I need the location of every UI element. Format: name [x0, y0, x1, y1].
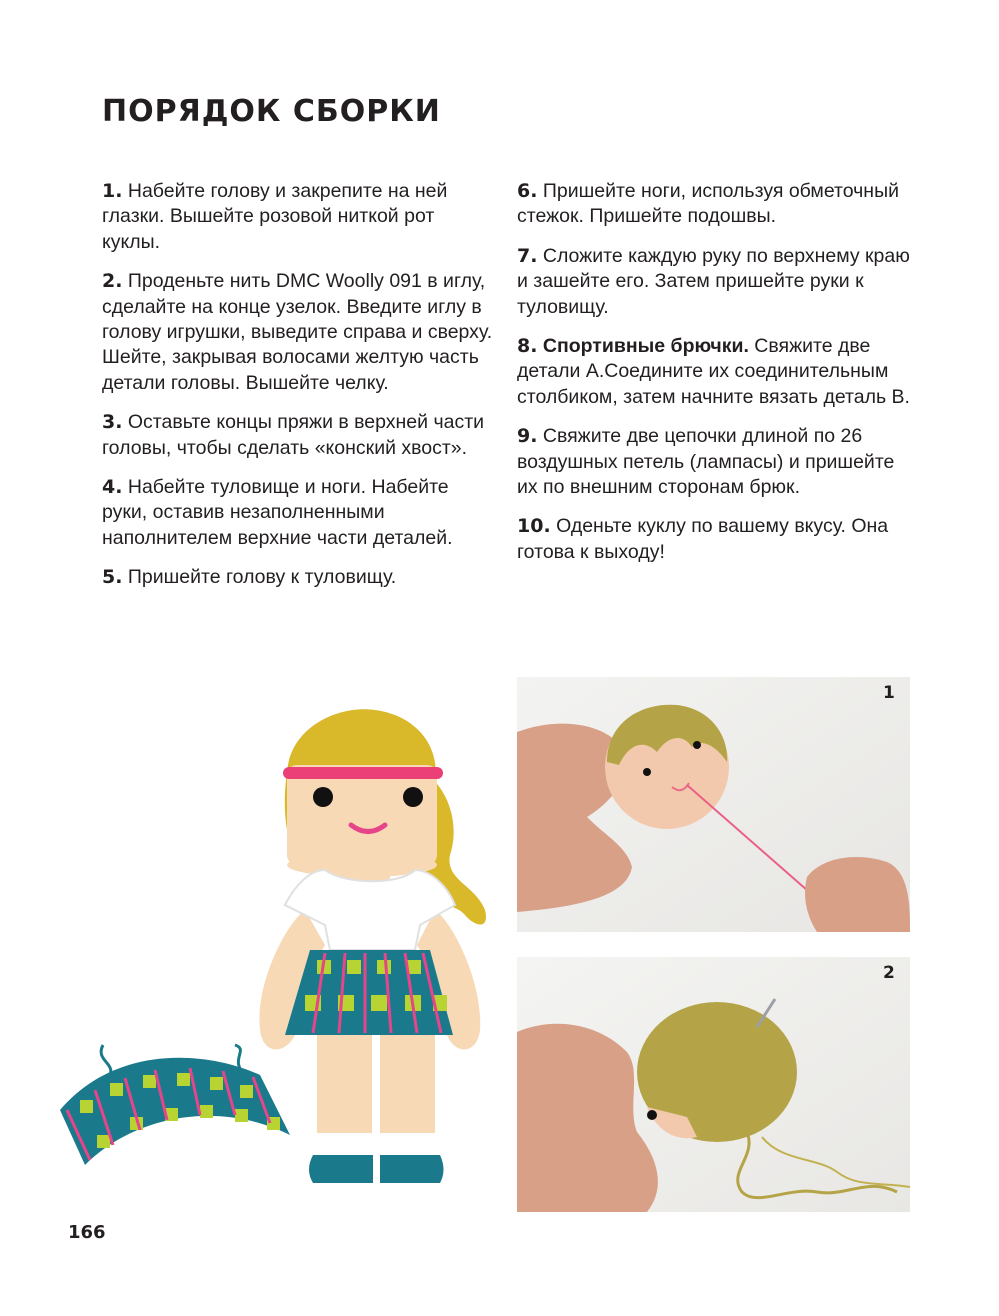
left-eye	[313, 787, 333, 807]
step-number: 9.	[517, 425, 538, 448]
step-number: 3.	[102, 411, 123, 434]
skirt	[285, 950, 453, 1035]
left-leg	[317, 1030, 372, 1140]
skirt-piece	[60, 1045, 290, 1165]
step-8	[517, 334, 912, 410]
step-text: Пришейте ноги, используя обметочный стежок. Пришейте подошвы.	[517, 180, 899, 228]
step-6	[517, 179, 912, 230]
step-10	[517, 514, 912, 565]
photo-number: 2	[883, 963, 895, 983]
step-text: Сложите каждую руку по верхнему краю и зашейте его. Затем пришейте руки к туловищу.	[517, 244, 910, 318]
step-text: Проденьте нить DMC Woolly 091 в иглу, сделайте на конце узелок. Введите иглу в голову игрушки, выведите справа и сверху. Шейте, закрывая волосами желтую часть детали головы. Вышейте челку.	[102, 270, 493, 394]
step-number: 6.	[517, 180, 538, 202]
step-5	[102, 565, 497, 590]
doll-illustration	[55, 705, 505, 1195]
step-text: Свяжите две детали А.Соедините их соединительным столбиком, затем начните вязать деталь В.	[517, 335, 910, 408]
photo-number: 1	[883, 683, 895, 703]
step-text: Пришейте голову к туловищу.	[127, 566, 397, 589]
headband	[283, 767, 443, 779]
step-7	[517, 244, 912, 320]
step-1	[102, 179, 497, 255]
step-text: Оденьте куклу по вашему вкусу. Она готова к выходу!	[517, 515, 889, 563]
step-number: 10.	[517, 515, 551, 538]
step-9	[517, 424, 912, 500]
left-sock	[317, 1133, 372, 1153]
right-eye	[403, 787, 423, 807]
photo-step-1	[517, 677, 910, 932]
right-shoe	[380, 1155, 444, 1183]
step-number: 8.	[517, 335, 538, 358]
step-text: Набейте голову и закрепите на ней глазки. Вышейте розовой ниткой рот куклы.	[102, 180, 448, 253]
step-heading: Спортивные брючки.	[542, 335, 749, 358]
step-3	[102, 410, 497, 461]
step-number: 7.	[517, 244, 538, 267]
page-number: 166	[68, 1222, 106, 1243]
step-number: 5.	[102, 566, 123, 589]
step-text: Свяжите две цепочки длиной по 26 воздушных петель (лампасы) и пришейте их по внешним сторонам брюк.	[517, 425, 895, 499]
step-number: 4.	[102, 476, 123, 499]
photo-1-image	[517, 677, 910, 932]
step-number: 2.	[102, 270, 123, 293]
face	[287, 765, 437, 865]
step-number: 1.	[102, 180, 123, 202]
instructions-right-column	[517, 179, 912, 579]
page-title: ПОРЯДОК СБОРКИ	[102, 94, 441, 129]
step-4	[102, 475, 497, 551]
instructions-left-column	[102, 179, 497, 605]
step-2	[102, 269, 497, 396]
left-shoe	[309, 1155, 373, 1183]
right-sock	[380, 1133, 435, 1153]
step-text: Набейте туловище и ноги. Набейте руки, оставив незаполненными наполнителем верхние части деталей.	[102, 476, 453, 549]
step-text: Оставьте концы пряжи в верхней части головы, чтобы сделать «конский хвост».	[102, 411, 485, 459]
photo-step-2	[517, 957, 910, 1212]
photo-2-image	[517, 957, 910, 1212]
